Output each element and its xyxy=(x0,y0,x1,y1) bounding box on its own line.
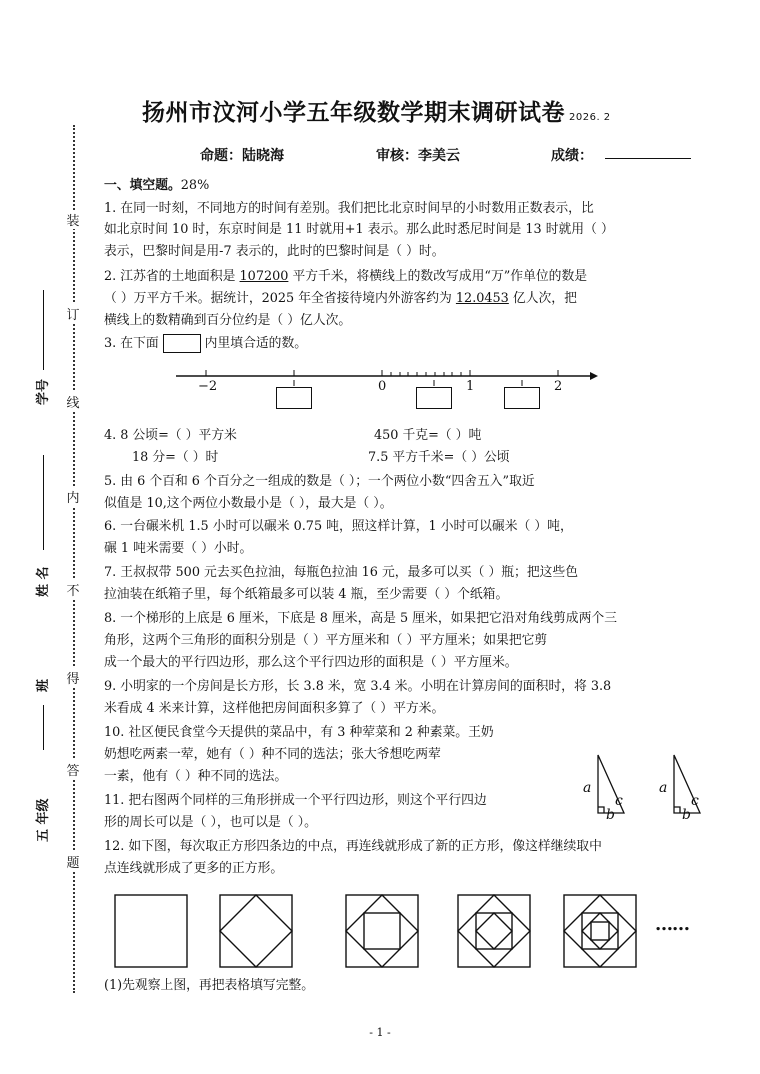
class-label: 班 xyxy=(36,678,51,692)
question-line: 表示，巴黎时间是用-7 表示的，此时的巴黎时间是（ ）时。 xyxy=(104,244,445,259)
margin-char: 内 xyxy=(63,487,83,506)
question-line: 5. 由 6 个百和 6 个百分之一组成的数是（ ）；一个两位小数“四舍五入”取近 xyxy=(104,474,535,489)
question-line: 3. 在下面 内里填合适的数。 xyxy=(104,336,308,351)
question-line: 7. 王叔叔带 500 元去买色拉油，每瓶色拉油 16 元，最多可以买（ ）瓶；把这些色 xyxy=(104,565,579,580)
margin-char: 题 xyxy=(63,852,83,871)
question-line: 18 分=（ ）时 xyxy=(132,450,219,465)
page-number: - 1 - xyxy=(369,1026,391,1039)
question-line: 12. 如下图，每次取正方形四条边的中点，再连线就形成了新的正方形，像这样继续取中 xyxy=(104,839,602,854)
question-line: 1. 在同一时刻，不同地方的时间有差别。我们把比北京时间早的小时数用正数表示，比 xyxy=(104,201,594,216)
question-line: 2. 江苏省的土地面积是 107200 平方千米，将横线上的数改写成用“万”作单位的数是 xyxy=(104,269,588,284)
nested-squares-figure xyxy=(110,890,650,974)
score-blank[interactable] xyxy=(605,158,691,159)
section-heading: 一、填空题。28% xyxy=(104,178,210,193)
grade-label: 五 年级 xyxy=(36,798,51,842)
triangle-label-b: b xyxy=(682,807,691,823)
name-label: 姓 名 xyxy=(36,566,51,597)
triangle-label-b: b xyxy=(606,807,615,823)
score-label: 成绩： xyxy=(551,148,593,164)
question-line: 碾 1 吨米需要（ ）小时。 xyxy=(104,541,253,556)
student-id-label: 学号 xyxy=(36,378,51,405)
exam-date: 2026. 2 xyxy=(569,112,611,123)
question-line: 角形，这两个三角形的面积分别是（ ）平方厘米和（ ）平方厘米；如果把它剪 xyxy=(104,633,548,648)
class-blank[interactable] xyxy=(43,705,44,750)
question-line: 6. 一台碾米机 1.5 小时可以碾米 0.75 吨，照这样计算，1 小时可以碾米（ ）吨， xyxy=(104,519,573,534)
question-line: 奶想吃两素一荤，她有（ ）种不同的选法；张大爷想吃两荤 xyxy=(104,747,441,762)
question-line: 成一个最大的平行四边形，那么这个平行四边形的面积是（ ）平方厘米。 xyxy=(104,655,518,670)
question-line: 如北京时间 10 时，东京时间是 11 时就用+1 表示。那么此时悉尼时间是 13 时就用（ ） xyxy=(104,222,614,237)
margin-char: 不 xyxy=(63,580,83,599)
margin-char: 订 xyxy=(63,304,83,323)
question-line: 拉油装在纸箱子里，每个纸箱最多可以装 4 瓶，至少需要（ ）个纸箱。 xyxy=(104,587,509,602)
tick-label: 0 xyxy=(378,379,387,394)
question-line: 9. 小明家的一个房间是长方形，长 3.8 米，宽 3.4 米。小明在计算房间的面积时，将 3.8 xyxy=(104,679,612,694)
question-line: 450 千克=（ ）吨 xyxy=(374,428,482,443)
margin-char: 装 xyxy=(63,210,83,229)
question-line: （ ）万平方千米。据统计，2025 年全省接待境内外游客约为 12.0453 亿人次，把 xyxy=(104,291,577,306)
name-blank[interactable] xyxy=(43,455,44,550)
margin-char: 线 xyxy=(63,392,83,411)
triangle-label-a: a xyxy=(583,780,592,796)
triangle-label-a: a xyxy=(659,780,668,796)
question-line: 11. 把右图两个同样的三角形拼成一个平行四边形，则这个平行四边 xyxy=(104,793,487,808)
triangle-label-c: c xyxy=(691,793,699,809)
question-line: 形的周长可以是（ ），也可以是（ ）。 xyxy=(104,815,317,830)
tick-label: 2 xyxy=(554,379,563,394)
author: 命题：陆晓海 xyxy=(200,148,284,164)
answer-box-sample xyxy=(163,334,201,353)
question-line: 横线上的数精确到百分位约是（ ）亿人次。 xyxy=(104,313,352,328)
ellipsis: …… xyxy=(655,914,689,935)
question-line: 8. 一个梯形的上底是 6 厘米，下底是 8 厘米，高是 5 厘米，如果把它沿对角线剪成两个三 xyxy=(104,611,617,626)
triangles-figure xyxy=(578,745,718,825)
reviewer: 审核：李美云 xyxy=(376,148,460,164)
question-line: 似值是 10,这个两位小数最小是（ ），最大是（ ）。 xyxy=(104,496,393,511)
student-id-blank[interactable] xyxy=(43,290,44,370)
answer-box[interactable] xyxy=(416,387,452,409)
page-title: 扬州市汶河小学五年级数学期末调研试卷 2026. 2 xyxy=(142,100,611,126)
margin-char: 答 xyxy=(63,760,83,779)
question-line: 4. 8 公顷=（ ）平方米 xyxy=(104,428,237,443)
question-line: 7.5 平方千米=（ ）公顷 xyxy=(368,450,510,465)
question-line: 一素，他有（ ）种不同的选法。 xyxy=(104,769,288,784)
tick-label: 1 xyxy=(466,379,475,394)
answer-box[interactable] xyxy=(276,387,312,409)
sub-question: (1)先观察上图，再把表格填写完整。 xyxy=(104,978,315,993)
question-line: 点连线就形成了更多的正方形。 xyxy=(104,861,284,876)
margin-char: 得 xyxy=(63,668,83,687)
triangle-label-c: c xyxy=(615,793,623,809)
question-line: 米看成 4 米来计算，这样他把房间面积多算了（ ）平方米。 xyxy=(104,701,445,716)
tick-label: −2 xyxy=(198,379,218,394)
answer-box[interactable] xyxy=(504,387,540,409)
question-line: 10. 社区便民食堂今天提供的菜品中，有 3 种荤菜和 2 种素菜。王奶 xyxy=(104,725,494,740)
